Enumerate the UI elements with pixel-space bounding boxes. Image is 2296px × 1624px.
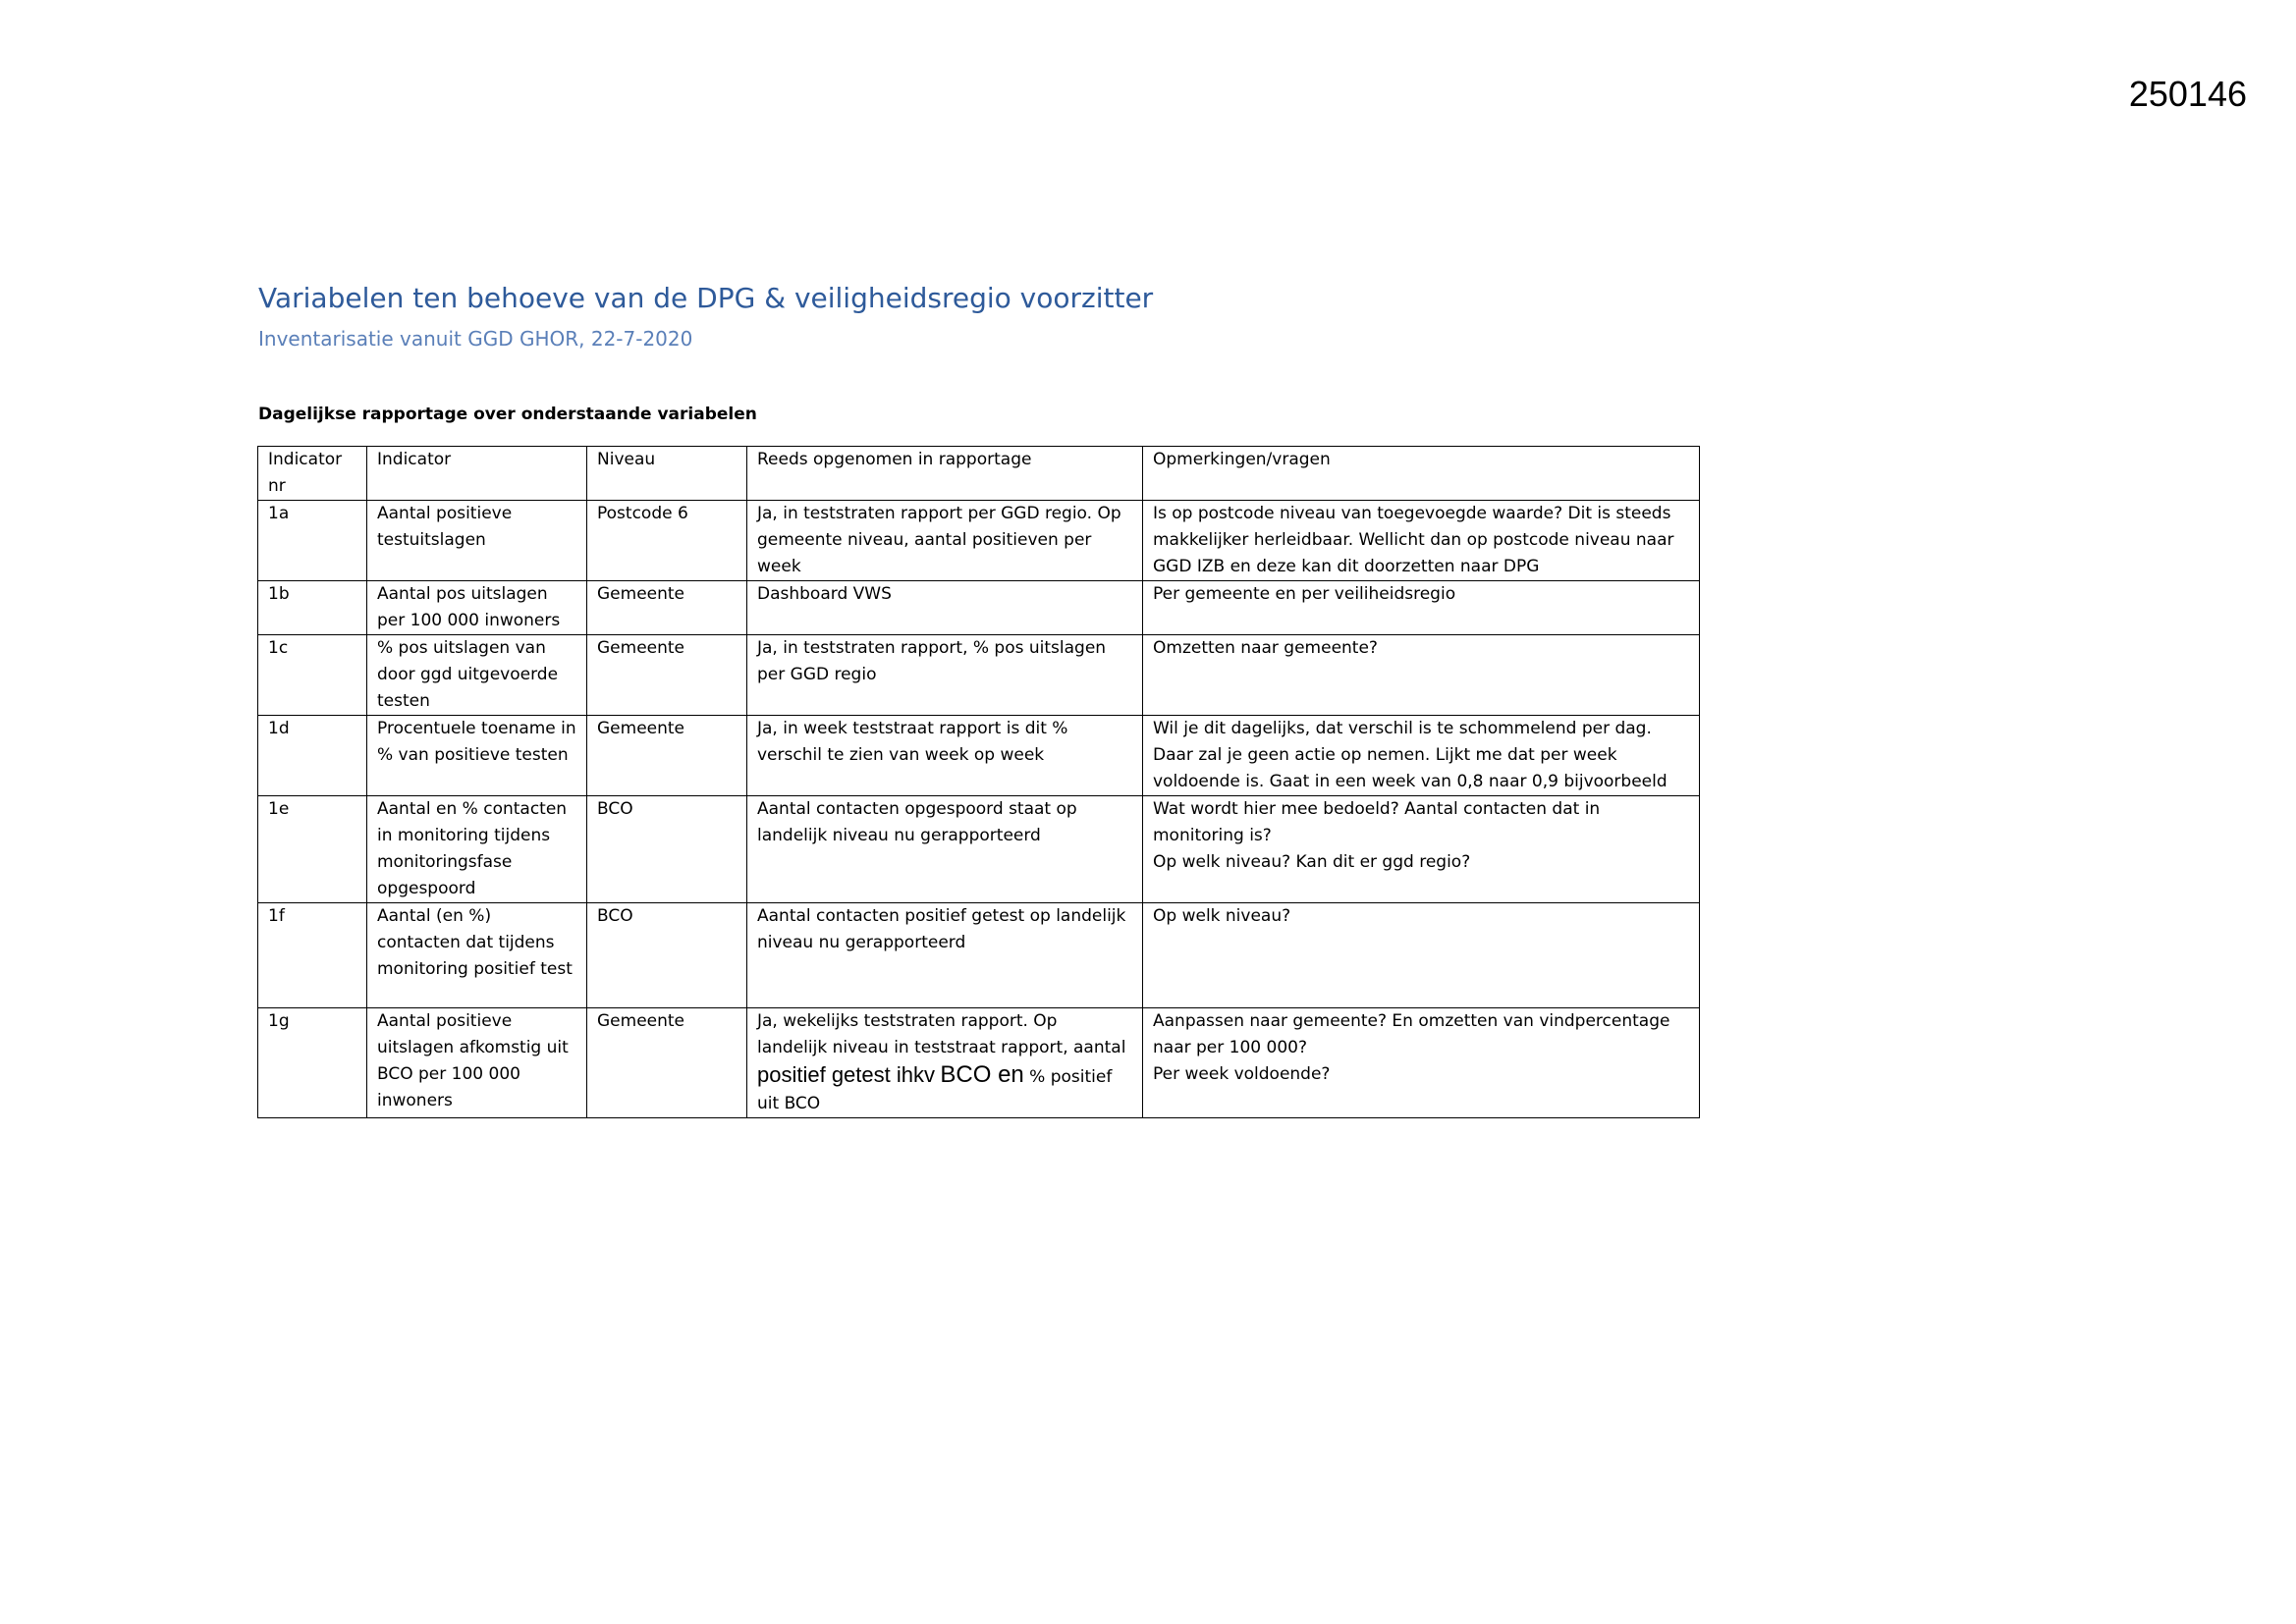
cell-indicator: Aantal en % contacten in monitoring tijdens monitoringsfase opgespoord xyxy=(367,796,587,903)
header-reeds-opgenomen: Reeds opgenomen in rapportage xyxy=(747,447,1143,501)
document-title: Variabelen ten behoeve van de DPG & veiligheidsregio voorzitter xyxy=(258,282,1154,314)
cell-indicator: Aantal (en %) contacten dat tijdens monitoring positief test xyxy=(367,903,587,1008)
cell-opmerkingen: Per gemeente en per veiliheidsregio xyxy=(1143,581,1700,635)
table-row xyxy=(258,903,1700,1008)
document-subtitle: Inventarisatie vanuit GGD GHOR, 22-7-2020 xyxy=(258,327,693,351)
cell-niveau: Postcode 6 xyxy=(587,501,747,581)
header-indicator-nr: Indicator nr xyxy=(258,447,367,501)
table-row xyxy=(258,796,1700,903)
cell-nr: 1c xyxy=(258,635,367,716)
cell-nr: 1b xyxy=(258,581,367,635)
cell-niveau: Gemeente xyxy=(587,635,747,716)
header-opmerkingen: Opmerkingen/vragen xyxy=(1143,447,1700,501)
cell-rapportage: Aantal contacten opgespoord staat op landelijk niveau nu gerapporteerd xyxy=(747,796,1143,903)
cell-nr: 1d xyxy=(258,716,367,796)
header-indicator: Indicator xyxy=(367,447,587,501)
cell-opmerkingen: Is op postcode niveau van toegevoegde waarde? Dit is steeds makkelijker herleidbaar. Wellicht dan op postcode niveau naar GGD IZB en deze kan dit doorzetten naar DPG xyxy=(1143,501,1700,581)
rapportage-text: Ja, wekelijks teststraten rapport. Op landelijk niveau in teststraat rapport, aantal xyxy=(757,1011,1126,1057)
cell-nr: 1e xyxy=(258,796,367,903)
cell-indicator: Aantal positieve testuitslagen xyxy=(367,501,587,581)
cell-niveau: Gemeente xyxy=(587,1008,747,1118)
cell-indicator: Aantal positieve uitslagen afkomstig uit BCO per 100 000 inwoners xyxy=(367,1008,587,1118)
table-row xyxy=(258,581,1700,635)
cell-rapportage xyxy=(747,1008,1143,1118)
variables-table xyxy=(257,446,1700,1118)
rapportage-text-large: positief getest ihkv xyxy=(757,1062,935,1087)
table-row xyxy=(258,1008,1700,1118)
cell-niveau: Gemeente xyxy=(587,581,747,635)
table-row xyxy=(258,635,1700,716)
rapportage-text-large: BCO en xyxy=(940,1061,1024,1088)
cell-rapportage: Ja, in teststraten rapport, % pos uitslagen per GGD regio xyxy=(747,635,1143,716)
cell-nr: 1a xyxy=(258,501,367,581)
cell-rapportage: Ja, in week teststraat rapport is dit % verschil te zien van week op week xyxy=(747,716,1143,796)
opmerking-line: Op welk niveau? Kan dit er ggd regio? xyxy=(1153,852,1471,872)
cell-indicator: Aantal pos uitslagen per 100 000 inwoners xyxy=(367,581,587,635)
cell-rapportage: Ja, in teststraten rapport per GGD regio. Op gemeente niveau, aantal positieven per week xyxy=(747,501,1143,581)
cell-niveau: BCO xyxy=(587,796,747,903)
rapportage-text: % positief uit BCO xyxy=(757,1067,1113,1113)
opmerking-line: Wat wordt hier mee bedoeld? Aantal contacten dat in monitoring is? xyxy=(1153,799,1601,845)
document-number: 250146 xyxy=(2128,74,2247,114)
cell-rapportage: Aantal contacten positief getest op landelijk niveau nu gerapporteerd xyxy=(747,903,1143,1008)
cell-indicator: % pos uitslagen van door ggd uitgevoerde testen xyxy=(367,635,587,716)
opmerking-line: Per week voldoende? xyxy=(1153,1064,1331,1084)
cell-opmerkingen xyxy=(1143,1008,1700,1118)
cell-nr: 1g xyxy=(258,1008,367,1118)
cell-indicator: Procentuele toename in % van positieve testen xyxy=(367,716,587,796)
cell-niveau: BCO xyxy=(587,903,747,1008)
header-niveau: Niveau xyxy=(587,447,747,501)
cell-opmerkingen: Op welk niveau? xyxy=(1143,903,1700,1008)
opmerking-line: Aanpassen naar gemeente? En omzetten van vindpercentage naar per 100 000? xyxy=(1153,1011,1670,1057)
cell-opmerkingen xyxy=(1143,796,1700,903)
cell-opmerkingen: Wil je dit dagelijks, dat verschil is te schommelend per dag. Daar zal je geen actie op nemen. Lijkt me dat per week voldoende is. Gaat in een week van 0,8 naar 0,9 bijvoorbeeld xyxy=(1143,716,1700,796)
cell-opmerkingen: Omzetten naar gemeente? xyxy=(1143,635,1700,716)
cell-rapportage: Dashboard VWS xyxy=(747,581,1143,635)
cell-niveau: Gemeente xyxy=(587,716,747,796)
table-header-row xyxy=(258,447,1700,501)
table-row xyxy=(258,716,1700,796)
cell-nr: 1f xyxy=(258,903,367,1008)
section-heading: Dagelijkse rapportage over onderstaande variabelen xyxy=(258,405,757,424)
table-row xyxy=(258,501,1700,581)
